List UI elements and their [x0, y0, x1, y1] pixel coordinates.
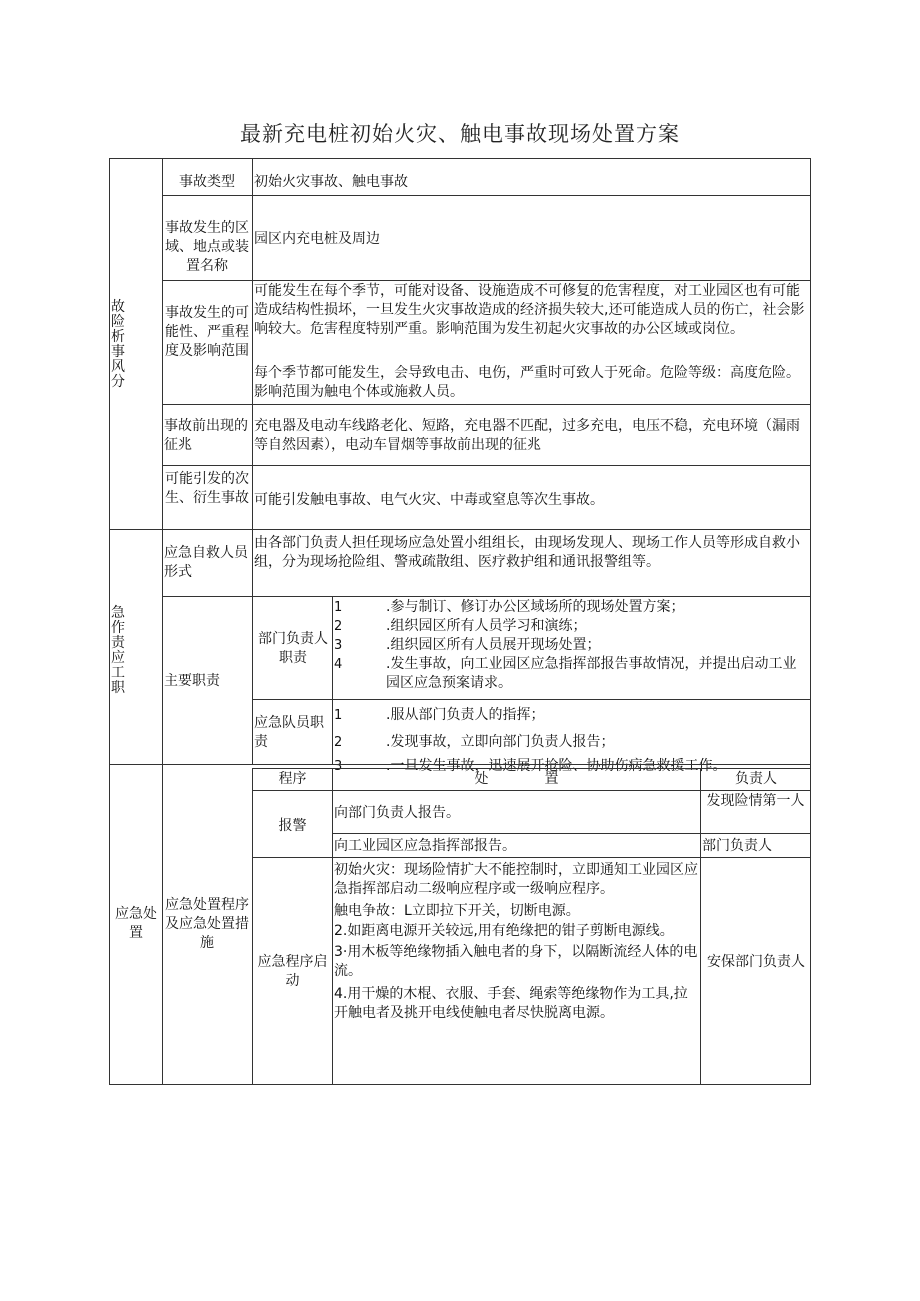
list-item: .发生事故，向工业园区应急指挥部报告事故情况，并提出启动工业园区应急预案请求。 [386, 656, 797, 691]
duty-section-label: 急作责应工职 [111, 605, 125, 696]
list-item: .发现事故，立即向部门负责人报告； [386, 734, 615, 750]
risk-row-label: 事故发生的区域、地点或装置名称 [165, 220, 249, 274]
header-action: 处 置 [474, 771, 559, 787]
report-owner: 发现险情第一人 [706, 793, 805, 809]
risk-row-content: 充电器及电动车线路老化、短路，充电器不匹配，过多充电，电压不稳，充电环境（漏雨等自然因素），电动车冒烟等事故前出现的征兆 [254, 418, 800, 453]
list-number: 1 [334, 708, 343, 723]
header-owner: 负责人 [735, 771, 777, 787]
risk-row-content: 可能引发触电事故、电气火灾、中毒或窒息等次生事故。 [254, 492, 604, 508]
report-action: 向部门负责人报告。 [334, 805, 460, 821]
procedure-line: 3·用木板等绝缘物插入触电者的身下，以隔断流经人体的电流。 [334, 944, 698, 979]
list-number: 1 [334, 600, 343, 615]
list-number: 2 [334, 619, 343, 634]
start-label: 应急程序启动 [257, 954, 328, 989]
list-item: .服从部门负责人的指挥； [386, 707, 545, 723]
list-item: .参与制订、修订办公区域场所的现场处置方案； [386, 599, 685, 615]
measures-label: 应急处置程序及应急处置措施 [165, 897, 249, 951]
page-title: 最新充电桩初始火灾、触电事故现场处置方案 [240, 122, 680, 146]
risk-section-label: 故险析事风分 [111, 299, 125, 390]
list-item: .一旦发生事故，迅速展开抢险、协助伤病急救援工作。 [386, 758, 727, 774]
report-owner: 部门负责人 [702, 838, 772, 854]
procedure-line: 初始火灾：现场险情扩大不能控制时，立即通知工业园区应急指挥部启动二级响应程序或一级响应程序。 [334, 862, 698, 897]
procedure-line: 触电争故：L立即拉下开关，切断电源。 [334, 903, 580, 919]
main-duty-label: 主要职责 [164, 673, 220, 689]
dept-duty-label: 部门负责人职责 [258, 631, 328, 666]
report-action: 向工业园区应急指挥部报告。 [334, 838, 516, 854]
disposal-section-label: 应急处置 [115, 906, 157, 941]
report-label: 报警 [278, 818, 307, 834]
risk-row-label: 事故发生的可能性、严重程度及影响范围 [165, 305, 249, 359]
self-rescue-label: 应急自救人员形式 [164, 545, 248, 580]
self-rescue-content: 由各部门负责人担任现场应急处置小组组长，由现场发现人、现场工作人员等形成自救小组，分为现场抢险组、警戒疏散组、医疗救护组和通讯报警组等。 [254, 535, 800, 570]
risk-row-content: 每个季节都可能发生，会导致电击、电伤，严重时可致人于死命。危险等级：高度危险。影响范围为触电个体或施救人员。 [254, 365, 800, 400]
list-item: .组织园区所有人员学习和演练； [386, 618, 587, 634]
start-owner: 安保部门负责人 [707, 954, 805, 970]
team-duty-list [333, 700, 810, 774]
list-number: 2 [334, 735, 343, 750]
list-number: 3 [334, 759, 343, 774]
risk-row-label: 事故类型 [179, 174, 235, 190]
procedure-line: 4.用干燥的木棍、衣服、手套、绳索等绝缘物作为工具,拉开触电者及挑开电线使触电者尽快脱离电源。 [334, 986, 688, 1021]
risk-row-label: 事故前出现的征兆 [164, 418, 248, 453]
risk-row-content: 初始火灾事故、触电事故 [254, 174, 408, 190]
list-number: 4 [334, 657, 343, 672]
team-duty-label: 应急队员职责 [254, 715, 324, 750]
risk-row-content: 可能发生在每个季节，可能对设备、设施造成不可修复的危害程度，对工业园区也有可能造成结构性损坏，一旦发生火灾事故造成的经济损失较大,还可能造成人员的伤亡，社会影响较大。危害程度特别严重。影响范围为发生初起火灾事故的办公区域或岗位。 [254, 283, 805, 337]
risk-row-label: 可能引发的次生、衍生事故 [165, 471, 249, 506]
risk-row-content: 园区内充电桩及周边 [254, 231, 380, 247]
procedure-line: 2.如距离电源开关较远,用有绝缘把的钳子剪断电源线。 [334, 923, 674, 939]
list-number: 3 [334, 638, 343, 653]
list-item: .组织园区所有人员展开现场处置； [386, 637, 601, 653]
header-step: 程序 [278, 771, 307, 787]
